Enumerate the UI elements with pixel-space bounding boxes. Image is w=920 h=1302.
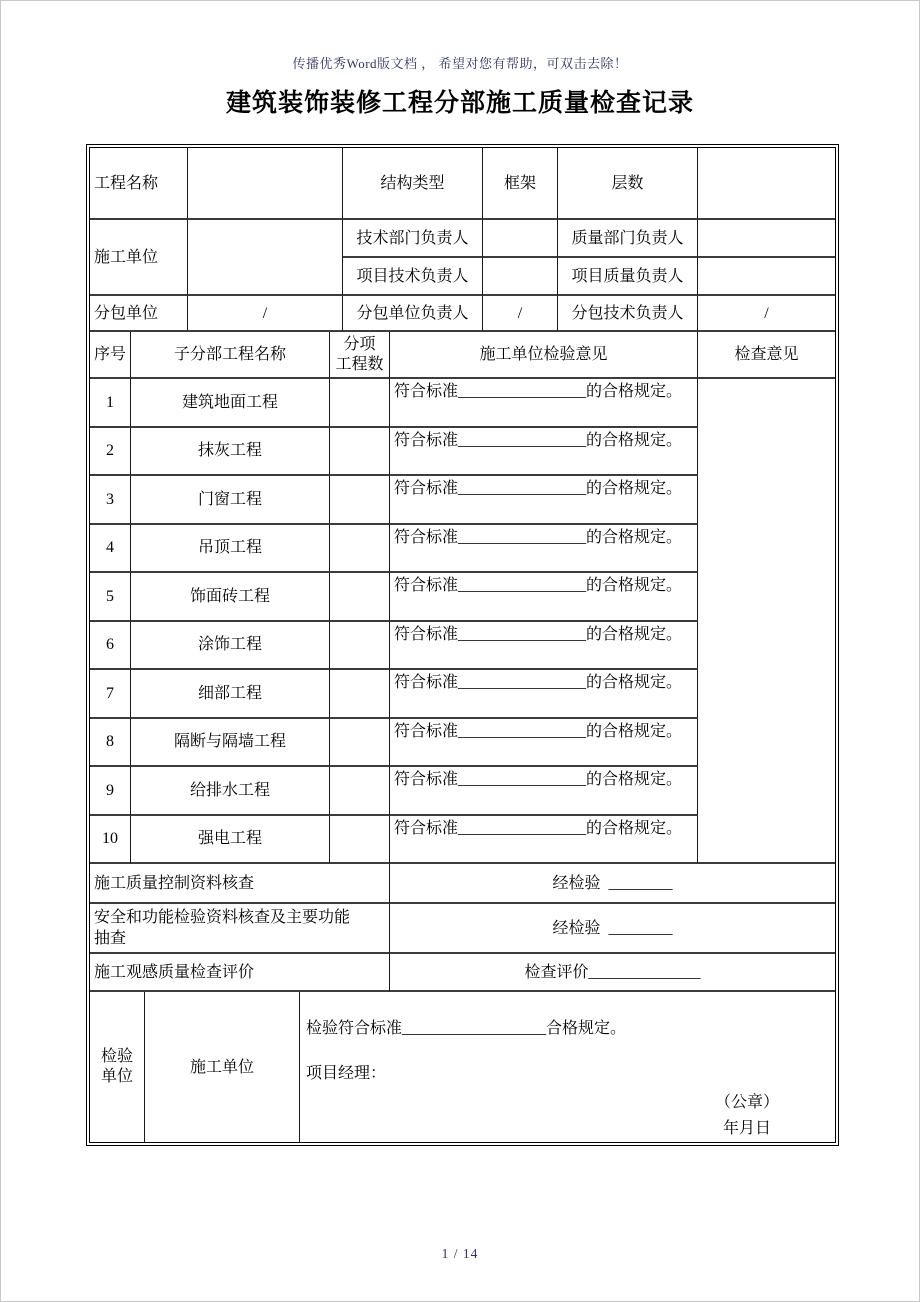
row-name: 吊顶工程: [131, 525, 330, 574]
sign-constructor-label: 施工单位: [145, 992, 300, 1142]
project-quality-label: 项目质量负责人: [558, 258, 698, 296]
signature-section: [90, 992, 835, 1142]
row-count-cell: [330, 573, 390, 622]
structure-type-label: 结构类型: [343, 148, 483, 220]
quality-dept-label: 质量部门负责人: [558, 220, 698, 258]
col-header-inspection-opinion: 检查意见: [698, 332, 835, 379]
row-opinion: 符合标准________________的合格规定。: [390, 622, 698, 671]
row-name: 抹灰工程: [131, 428, 330, 477]
row-index: 4: [90, 525, 131, 574]
sign-content-cell: [300, 992, 835, 1142]
subcontractor-label: 分包单位: [90, 296, 188, 332]
row-index: 5: [90, 573, 131, 622]
sub-tech-value: /: [698, 296, 835, 332]
project-name-label: 工程名称: [90, 148, 188, 220]
row-name: 建筑地面工程: [131, 379, 330, 428]
project-manager-label: 项目经理：: [306, 1065, 387, 1082]
row-opinion: 符合标准________________的合格规定。: [390, 719, 698, 768]
seal-label: （公章）: [714, 1094, 779, 1111]
row-index: 1: [90, 379, 131, 428]
tech-dept-value: [483, 220, 558, 258]
subcontractor-value: /: [188, 296, 343, 332]
row-count-cell: [330, 476, 390, 525]
col-header-name: 子分部工程名称: [131, 332, 330, 379]
project-tech-label: 项目技术负责人: [343, 258, 483, 296]
col-header-count-line2: 工程数: [335, 355, 384, 373]
row-opinion: 符合标准________________的合格规定。: [390, 476, 698, 525]
date-label: 年月日: [722, 1120, 771, 1137]
summary-label: 施工质量控制资料核查: [90, 864, 390, 904]
summary-section: [90, 864, 835, 992]
row-count-cell: [330, 719, 390, 768]
row-count-cell: [330, 428, 390, 477]
row-name: 门窗工程: [131, 476, 330, 525]
floors-value: [698, 148, 835, 220]
summary-label: 施工观感质量检查评价: [90, 954, 390, 992]
row-opinion: 符合标准________________的合格规定。: [390, 379, 698, 428]
inspection-form-table: [86, 144, 839, 1146]
constructor-label: 施工单位: [90, 220, 188, 296]
row-name: 强电工程: [131, 816, 330, 865]
inspection-unit-label: [90, 992, 145, 1142]
page-number: 1 / 14: [441, 1246, 479, 1261]
inspection-opinion-cell: [698, 379, 835, 864]
row-opinion: 符合标准________________的合格规定。: [390, 816, 698, 865]
row-index: 7: [90, 670, 131, 719]
row-index: 6: [90, 622, 131, 671]
row-count-cell: [330, 379, 390, 428]
row-name: 隔断与隔墙工程: [131, 719, 330, 768]
row-name: 饰面砖工程: [131, 573, 330, 622]
row-count-cell: [330, 816, 390, 865]
row-index: 2: [90, 428, 131, 477]
row-name: 细部工程: [131, 670, 330, 719]
row-opinion: 符合标准________________的合格规定。: [390, 670, 698, 719]
promo-tip-text: 传播优秀Word版文档 ， 希望对您有帮助，可双击去除！: [292, 56, 628, 71]
project-quality-value: [698, 258, 835, 296]
tech-dept-label: 技术部门负责人: [343, 220, 483, 258]
row-index: 9: [90, 767, 131, 816]
row-opinion: 符合标准________________的合格规定。: [390, 573, 698, 622]
summary-value: 经检验 ________: [390, 904, 835, 954]
summary-value: 经检验 ________: [390, 864, 835, 904]
floors-label: 层数: [558, 148, 698, 220]
project-name-value: [188, 148, 343, 220]
sub-tech-label: 分包技术负责人: [558, 296, 698, 332]
row-count-cell: [330, 670, 390, 719]
col-header-index: 序号: [90, 332, 131, 379]
row-index: 8: [90, 719, 131, 768]
inspection-unit-label-line1: 检验: [100, 1048, 133, 1065]
sub-leader-label: 分包单位负责人: [343, 296, 483, 332]
inspection-unit-label-line2: 单位: [100, 1068, 133, 1085]
row-opinion: 符合标准________________的合格规定。: [390, 767, 698, 816]
project-info-section: [90, 148, 835, 332]
row-opinion: 符合标准________________的合格规定。: [390, 525, 698, 574]
subproject-list-section: [90, 332, 835, 864]
row-count-cell: [330, 767, 390, 816]
project-tech-value: [483, 258, 558, 296]
constructor-value: [188, 220, 343, 296]
row-count-cell: [330, 622, 390, 671]
row-name: 给排水工程: [131, 767, 330, 816]
seal-block: [715, 1090, 779, 1142]
quality-dept-value: [698, 220, 835, 258]
row-index: 10: [90, 816, 131, 865]
summary-label: 安全和功能检验资料核查及主要功能抽查: [90, 904, 390, 954]
row-count-cell: [330, 525, 390, 574]
row-index: 3: [90, 476, 131, 525]
summary-value: 检查评价______________: [390, 954, 835, 992]
col-header-constructor-opinion: 施工单位检验意见: [390, 332, 698, 379]
document-title: 建筑装饰装修工程分部施工质量检查记录: [225, 90, 694, 117]
sub-leader-value: /: [483, 296, 558, 332]
row-opinion: 符合标准________________的合格规定。: [390, 428, 698, 477]
row-name: 涂饰工程: [131, 622, 330, 671]
col-header-count-line1: 分项: [343, 335, 376, 353]
col-header-count: [330, 332, 390, 379]
structure-type-value: 框架: [483, 148, 558, 220]
sign-standard-line: 检验符合标准__________________合格规定。: [306, 1020, 627, 1037]
